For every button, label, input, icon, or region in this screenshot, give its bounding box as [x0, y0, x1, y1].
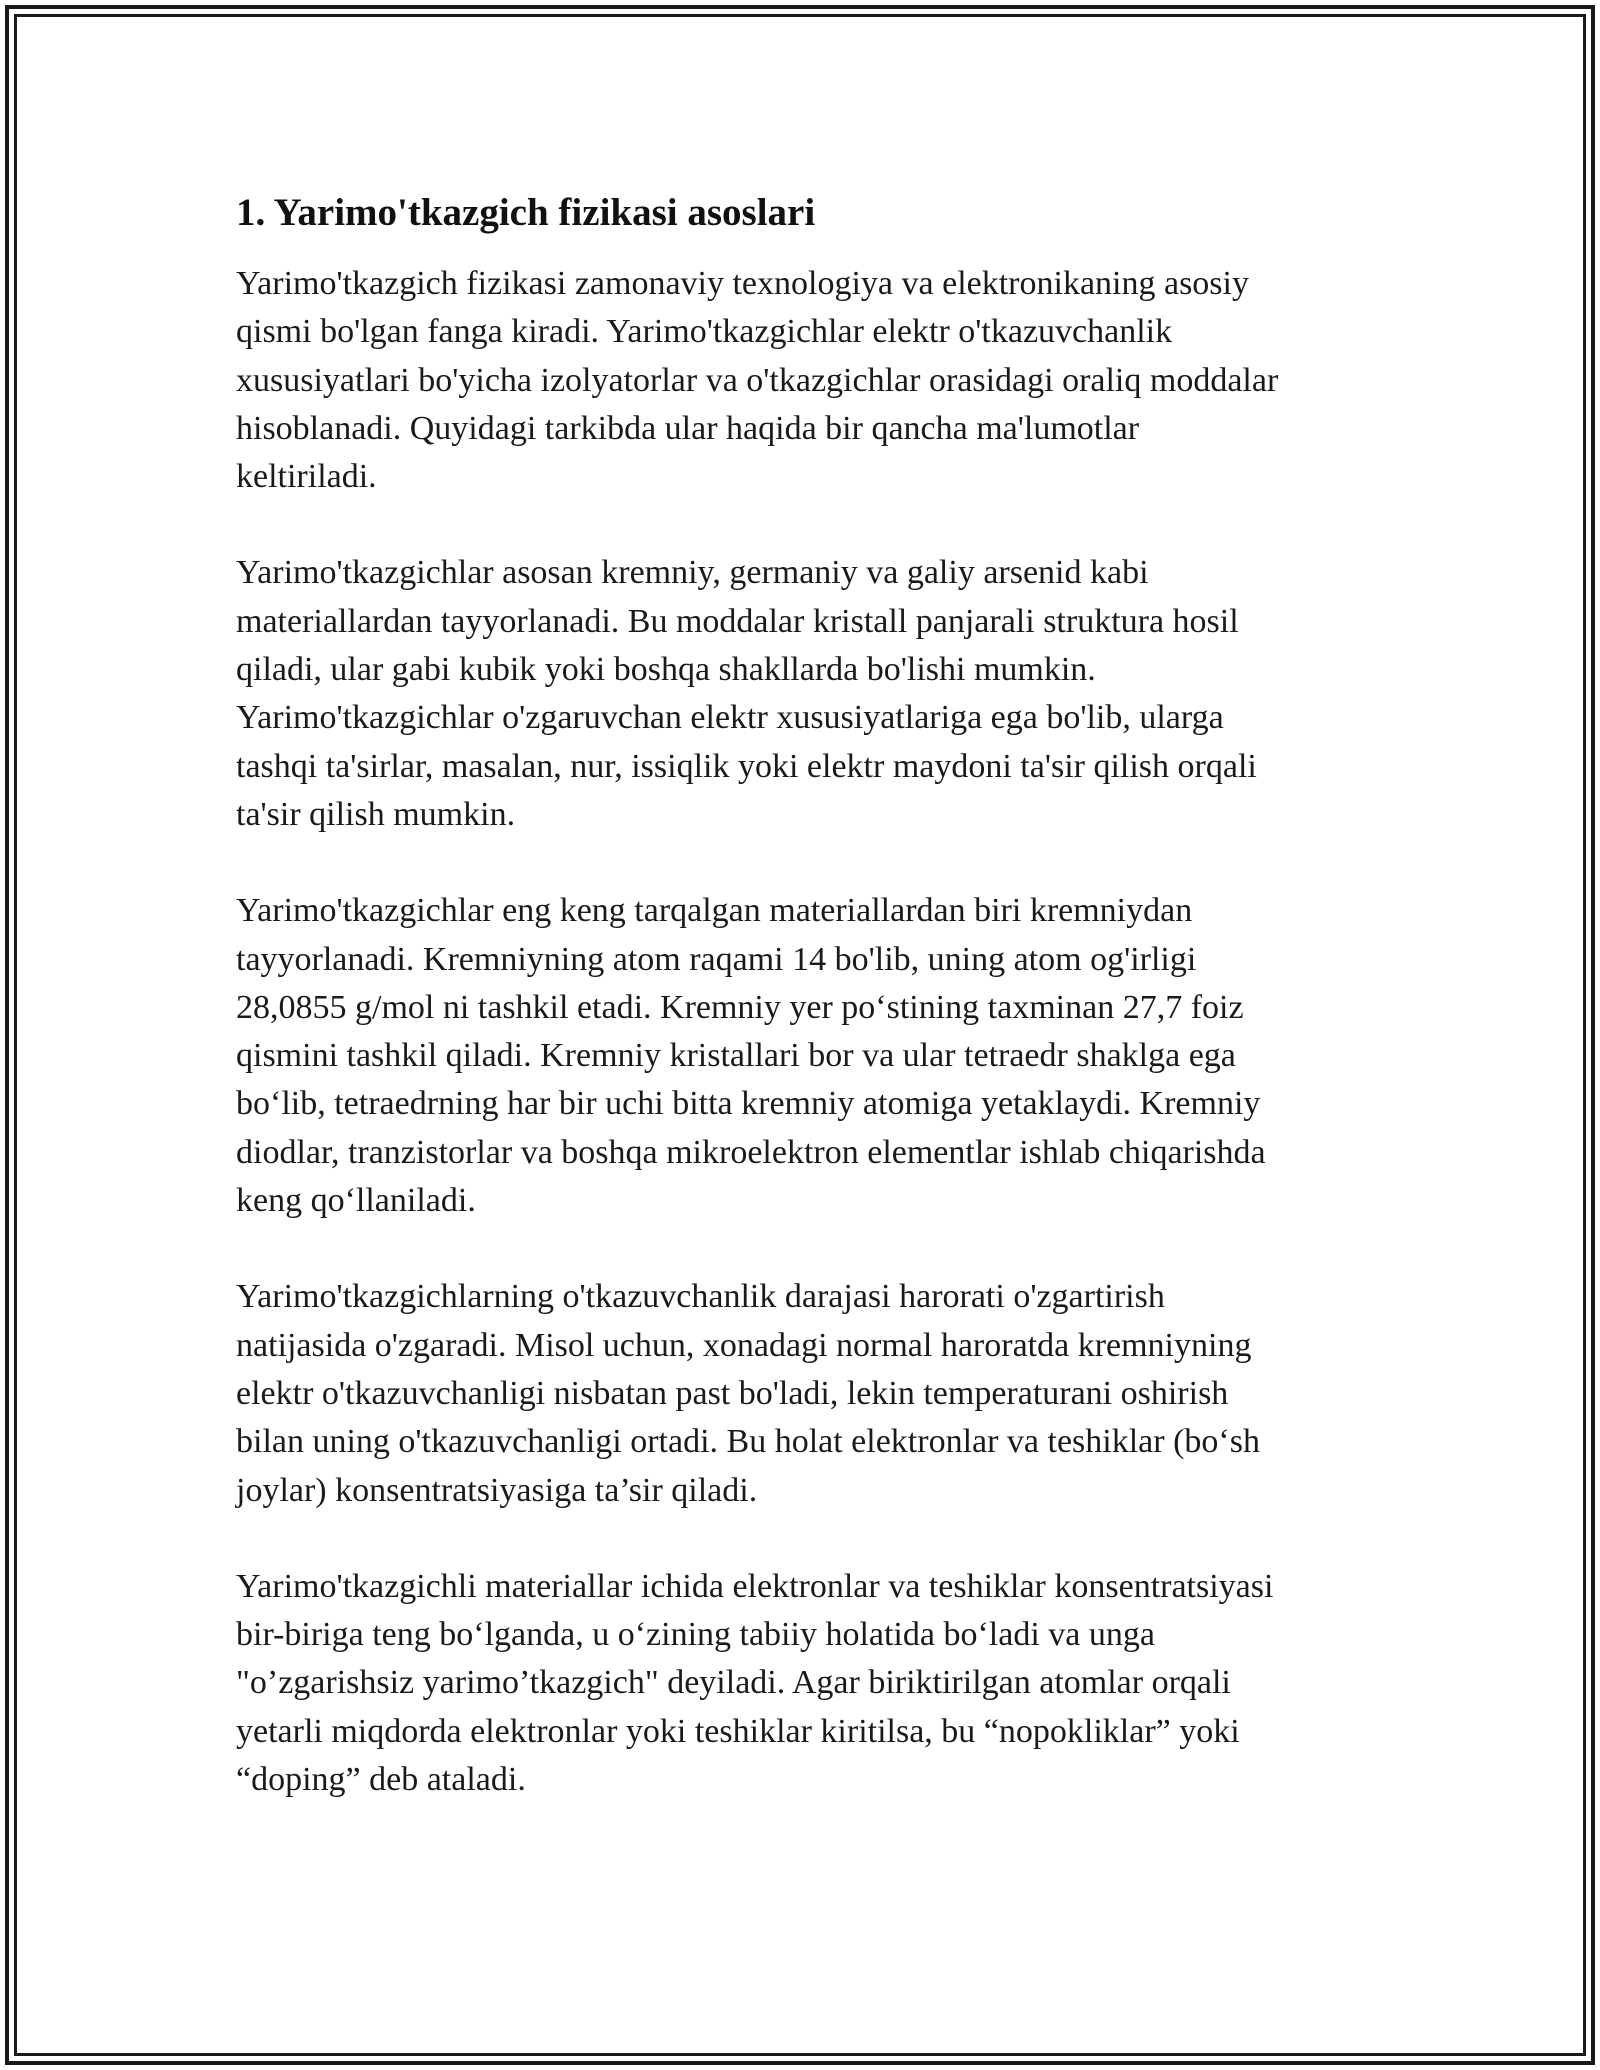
paragraph-line: xususiyatlari bo'yicha izolyatorlar va o'tkazgichlar orasidagi oraliq moddalar	[236, 361, 1279, 399]
paragraph-line: joylar) konsentratsiyasiga ta’sir qiladi.	[236, 1471, 758, 1509]
paragraph-line: qismi bo'lgan fanga kiradi. Yarimo'tkazgichlar elektr o'tkazuvchanlik	[236, 313, 1173, 351]
paragraph-line: yetarli miqdorda elektronlar yoki teshiklar kiritilsa, bu “nopokliklar” yoki	[236, 1712, 1240, 1750]
paragraph-doping	[236, 1563, 1366, 1804]
paragraph-line: qismini tashkil qiladi. Kremniy kristallari bor va ular tetraedr shaklga ega	[236, 1037, 1236, 1075]
paragraph-silicon	[236, 887, 1366, 1225]
paragraph-conductivity	[236, 1273, 1366, 1514]
paragraph-line: elektr o'tkazuvchanligi nisbatan past bo'ladi, lekin temperaturani oshirish	[236, 1374, 1229, 1412]
paragraph-line: hisoblanadi. Quyidagi tarkibda ular haqida bir qancha ma'lumotlar	[236, 409, 1140, 447]
paragraph-line: tashqi ta'sirlar, masalan, nur, issiqlik yoki elektr maydoni ta'sir qilish orqali	[236, 747, 1257, 785]
paragraph-line: materiallardan tayyorlanadi. Bu moddalar kristall panjarali struktura hosil	[236, 602, 1239, 640]
paragraph-line: natijasida o'zgaradi. Misol uchun, xonadagi normal haroratda kremniyning	[236, 1326, 1252, 1364]
paragraph-line: qiladi, ular gabi kubik yoki boshqa shakllarda bo'lishi mumkin.	[236, 651, 1096, 689]
paragraph-line: Yarimo'tkazgich fizikasi zamonaviy texnologiya va elektronikaning asosiy	[236, 265, 1249, 302]
paragraph-line: bir-biriga teng bo‘lganda, u o‘zining tabiiy holatida bo‘ladi va unga	[236, 1616, 1155, 1654]
section-heading: 1. Yarimo'tkazgich fizikasi asoslari	[236, 191, 816, 234]
paragraph-line: tayyorlanadi. Kremniyning atom raqami 14 bo'lib, uning atom og'irligi	[236, 940, 1197, 978]
paragraph-line: keng qo‘llaniladi.	[236, 1182, 476, 1220]
paragraph-line: Yarimo'tkazgichlarning o'tkazuvchanlik darajasi harorati o'zgartirish	[236, 1278, 1165, 1316]
paragraph-line: "o’zgarishsiz yarimo’tkazgich" deyiladi. Agar biriktirilgan atomlar orqali	[236, 1664, 1231, 1702]
document-body	[236, 186, 1366, 1852]
paragraph-line: 28,0855 g/mol ni tashkil etadi. Kremniy yer po‘stining taxminan 27,7 foiz	[236, 988, 1244, 1026]
paragraph-line: Yarimo'tkazgichlar eng keng tarqalgan materiallardan biri kremniydan	[236, 892, 1193, 930]
paragraph-line: bilan uning o'tkazuvchanligi ortadi. Bu holat elektronlar va teshiklar (bo‘sh	[236, 1423, 1260, 1461]
paragraph-line: keltiriladi.	[236, 458, 377, 496]
paragraph-line: bo‘lib, tetraedrning har bir uchi bitta kremniy atomiga yetaklaydi. Kremniy	[236, 1085, 1261, 1123]
paragraph-materials	[236, 549, 1366, 839]
paragraph-line: Yarimo'tkazgichlar asosan kremniy, germaniy va galiy arsenid kabi	[236, 554, 1149, 592]
paragraph-line: ta'sir qilish mumkin.	[236, 795, 516, 833]
paragraph-introduction	[236, 260, 1366, 501]
paragraph-line: “doping” deb ataladi.	[236, 1761, 526, 1799]
paragraph-line: Yarimo'tkazgichlar o'zgaruvchan elektr xususiyatlariga ega bo'lib, ularga	[236, 699, 1224, 737]
paragraph-line: diodlar, tranzistorlar va boshqa mikroelektron elementlar ishlab chiqarishda	[236, 1133, 1266, 1171]
paragraph-line: Yarimo'tkazgichli materiallar ichida elektronlar va teshiklar konsentratsiyasi	[236, 1567, 1274, 1605]
